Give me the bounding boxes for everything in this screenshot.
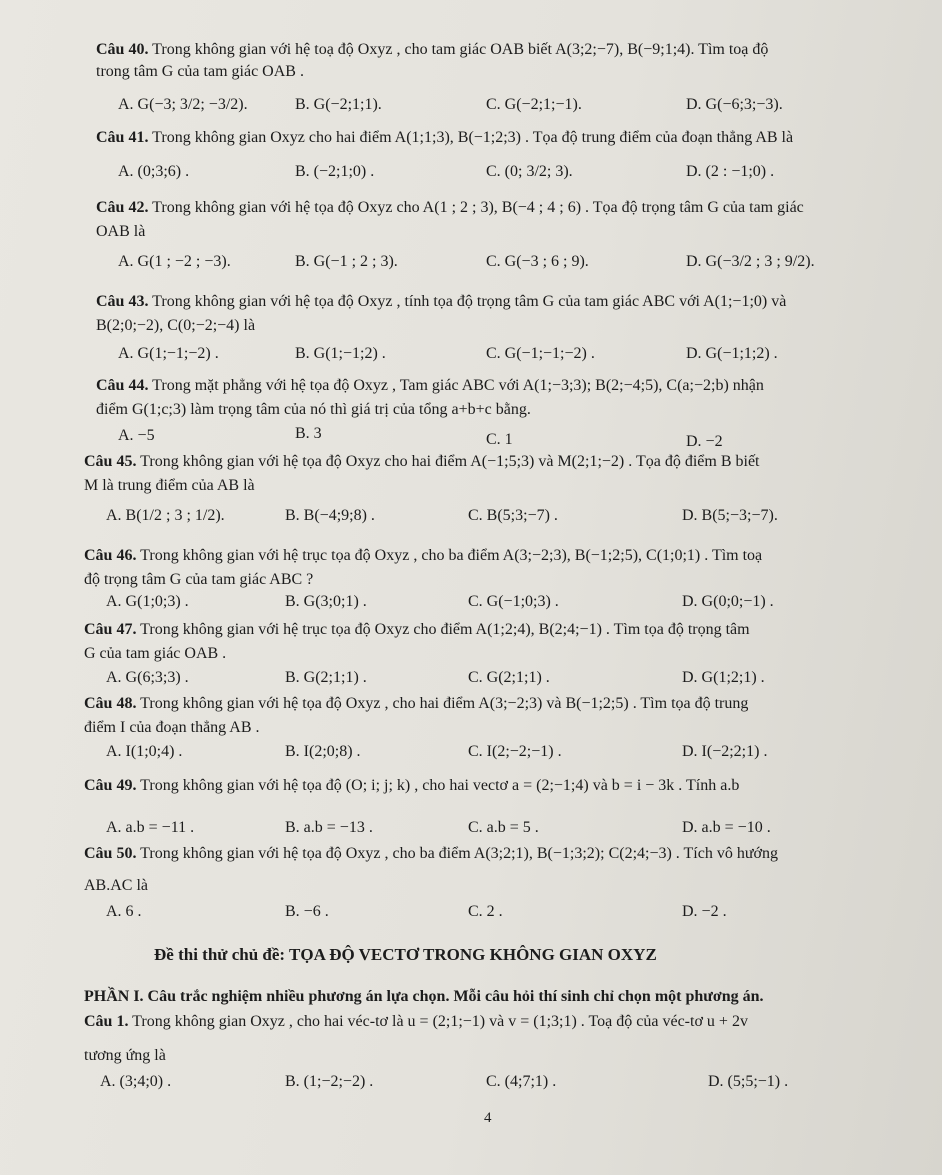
question-42-line-1: Câu 42. Trong không gian với hệ tọa độ Oxyz cho A(1 ; 2 ; 3), B(−4 ; 4 ; 6) . Tọa độ trọng tâm G của tam giác — [96, 199, 804, 216]
q44-option-c: C. 1 — [486, 431, 513, 448]
q42-option-a: A. G(1 ; −2 ; −3). — [118, 253, 231, 270]
question-44-line-1: Câu 44. Trong mặt phẳng với hệ tọa độ Oxyz , Tam giác ABC với A(1;−3;3); B(2;−4;5), C(a;−2;b) nhận — [96, 377, 764, 394]
q45-option-d: D. B(5;−3;−7). — [682, 507, 778, 524]
question-50-line-2: AB.AC là — [84, 877, 148, 894]
q40-option-a: A. G(−3; 3/2; −3/2). — [118, 96, 248, 113]
q50-option-a: A. 6 . — [106, 903, 142, 920]
question-43-line-2: B(2;0;−2), C(0;−2;−4) là — [96, 317, 256, 334]
q48-option-b: B. I(2;0;8) . — [285, 743, 361, 760]
question-46-line-2: độ trọng tâm G của tam giác ABC ? — [84, 571, 314, 588]
question-48-line-2: điểm I của đoạn thẳng AB . — [84, 719, 260, 736]
q50-option-b: B. −6 . — [285, 903, 329, 920]
q1-option-d: D. (5;5;−1) . — [708, 1073, 789, 1090]
q44-option-a: A. −5 — [118, 427, 155, 444]
question-40-line-2: trong tâm G của tam giác OAB . — [96, 63, 304, 80]
q41-option-b: B. (−2;1;0) . — [295, 163, 375, 180]
q43-option-b: B. G(1;−1;2) . — [295, 345, 386, 362]
q47-option-c: C. G(2;1;1) . — [468, 669, 550, 686]
question-1-line-2: tương ứng là — [84, 1047, 166, 1064]
question-45-line-1: Câu 45. Trong không gian với hệ tọa độ Oxyz cho hai điểm A(−1;5;3) và M(2;1;−2) . Tọa độ điểm B biết — [84, 453, 760, 470]
q47-option-d: D. G(1;2;1) . — [682, 669, 765, 686]
section-title: Đề thi thử chủ đề: TỌA ĐỘ VECTƠ TRONG KHÔNG GIAN OXYZ — [154, 945, 657, 964]
question-43-line-1: Câu 43. Trong không gian với hệ tọa độ Oxyz , tính tọa độ trọng tâm G của tam giác ABC với A(1;−1;0) và — [96, 293, 787, 310]
q44-option-b: B. 3 — [295, 425, 322, 442]
q1-option-b: B. (1;−2;−2) . — [285, 1073, 374, 1090]
question-50-line-1: Câu 50. Trong không gian với hệ tọa độ Oxyz , cho ba điểm A(3;2;1), B(−1;3;2); C(2;4;−3) . Tích vô hướng — [84, 845, 778, 862]
q44-option-d: D. −2 — [686, 433, 723, 450]
q47-option-b: B. G(2;1;1) . — [285, 669, 367, 686]
q45-option-b: B. B(−4;9;8) . — [285, 507, 375, 524]
q50-option-c: C. 2 . — [468, 903, 503, 920]
q48-option-a: A. I(1;0;4) . — [106, 743, 183, 760]
question-49-line-1: Câu 49. Trong không gian với hệ tọa độ (O; i; j; k) , cho hai vectơ a = (2;−1;4) và b = i − 3k . Tính a.b — [84, 777, 740, 794]
question-41-line-1: Câu 41. Trong không gian Oxyz cho hai điểm A(1;1;3), B(−1;2;3) . Tọa độ trung điểm của đoạn thẳng AB là — [96, 129, 794, 146]
q50-option-d: D. −2 . — [682, 903, 727, 920]
q45-option-c: C. B(5;3;−7) . — [468, 507, 558, 524]
part-heading: PHẦN I. Câu trắc nghiệm nhiều phương án lựa chọn. Mỗi câu hỏi thí sinh chỉ chọn một phương án. — [84, 988, 764, 1005]
q48-option-d: D. I(−2;2;1) . — [682, 743, 768, 760]
q1-option-a: A. (3;4;0) . — [100, 1073, 172, 1090]
q49-option-a: A. a.b = −11 . — [106, 819, 195, 836]
question-40-line-1: Câu 40. Trong không gian với hệ toạ độ Oxyz , cho tam giác OAB biết A(3;2;−7), B(−9;1;4). Tìm toạ độ — [96, 41, 769, 58]
question-42-line-2: OAB là — [96, 223, 146, 240]
question-47-line-2: G của tam giác OAB . — [84, 645, 227, 662]
q41-option-c: C. (0; 3/2; 3). — [486, 163, 573, 180]
q49-option-b: B. a.b = −13 . — [285, 819, 373, 836]
q46-option-a: A. G(1;0;3) . — [106, 593, 189, 610]
question-44-line-2: điểm G(1;c;3) làm trọng tâm của nó thì giá trị của tổng a+b+c bằng. — [96, 401, 531, 418]
q41-option-d: D. (2 : −1;0) . — [686, 163, 775, 180]
q42-option-b: B. G(−1 ; 2 ; 3). — [295, 253, 398, 270]
q49-option-d: D. a.b = −10 . — [682, 819, 771, 836]
q49-option-c: C. a.b = 5 . — [468, 819, 539, 836]
q41-option-a: A. (0;3;6) . — [118, 163, 190, 180]
question-45-line-2: M là trung điểm của AB là — [84, 477, 255, 494]
q48-option-c: C. I(2;−2;−1) . — [468, 743, 562, 760]
q42-option-c: C. G(−3 ; 6 ; 9). — [486, 253, 589, 270]
q40-option-c: C. G(−2;1;−1). — [486, 96, 582, 113]
question-47-line-1: Câu 47. Trong không gian với hệ trục tọa độ Oxyz cho điểm A(1;2;4), B(2;4;−1) . Tìm tọa độ trọng tâm — [84, 621, 750, 638]
q46-option-d: D. G(0;0;−1) . — [682, 593, 774, 610]
q46-option-c: C. G(−1;0;3) . — [468, 593, 559, 610]
q43-option-d: D. G(−1;1;2) . — [686, 345, 778, 362]
q42-option-d: D. G(−3/2 ; 3 ; 9/2). — [686, 253, 815, 270]
q40-option-b: B. G(−2;1;1). — [295, 96, 382, 113]
question-48-line-1: Câu 48. Trong không gian với hệ tọa độ Oxyz , cho hai điểm A(3;−2;3) và B(−1;2;5) . Tìm tọa độ trung — [84, 695, 749, 712]
q1-option-c: C. (4;7;1) . — [486, 1073, 557, 1090]
q45-option-a: A. B(1/2 ; 3 ; 1/2). — [106, 507, 225, 524]
q47-option-a: A. G(6;3;3) . — [106, 669, 189, 686]
page-number: 4 — [484, 1110, 492, 1126]
q43-option-c: C. G(−1;−1;−2) . — [486, 345, 595, 362]
question-1-line-1: Câu 1. Trong không gian Oxyz , cho hai véc-tơ là u = (2;1;−1) và v = (1;3;1) . Toạ độ của véc-tơ u + 2v — [84, 1013, 748, 1030]
q43-option-a: A. G(1;−1;−2) . — [118, 345, 219, 362]
q46-option-b: B. G(3;0;1) . — [285, 593, 367, 610]
q40-option-d: D. G(−6;3;−3). — [686, 96, 783, 113]
question-46-line-1: Câu 46. Trong không gian với hệ trục tọa độ Oxyz , cho ba điểm A(3;−2;3), B(−1;2;5), C(1;0;1) . Tìm toạ — [84, 547, 763, 564]
